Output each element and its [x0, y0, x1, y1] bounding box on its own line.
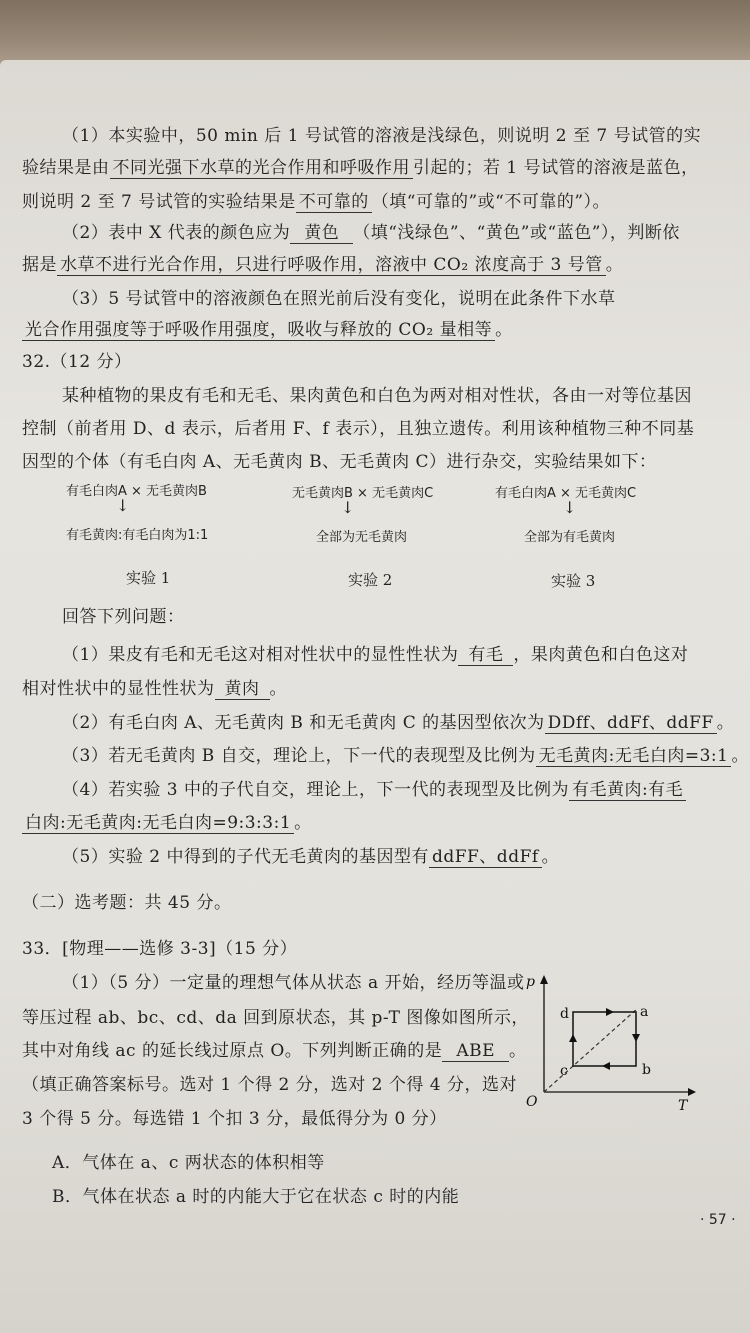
- option-a: A．气体在 a、c 两状态的体积相等: [52, 1153, 325, 1173]
- arrow-bc-icon: [602, 1062, 610, 1070]
- answer-blank: 白肉:无毛黄肉:无毛白肉=9:3:3:1: [22, 813, 294, 834]
- diagonal-line: [544, 1008, 638, 1092]
- text-line: 则说明 2 至 7 号试管的实验结果是 不可靠的 （填“可靠的”或“不可靠的”）。: [22, 192, 611, 212]
- answer-blank: ABE: [442, 1041, 509, 1062]
- text-line: （5）实验 2 中得到的子代无毛黄肉的基因型有 ddFF、ddFf 。: [62, 847, 560, 867]
- down-arrow-icon: ↓: [563, 498, 577, 517]
- arrow-cd-icon: [569, 1034, 577, 1042]
- text-line: 因型的个体（有毛白肉 A、无毛黄肉 B、无毛黄肉 C）进行杂交，实验结果如下：: [22, 452, 657, 472]
- answer-blank: 无毛黄肉:无毛白肉=3:1: [536, 746, 732, 767]
- text-line: （1）（5 分）一定量的理想气体从状态 a 开始，经历等温或: [62, 973, 525, 993]
- section-heading: （二）选考题：共 45 分。: [22, 893, 232, 913]
- t-axis-arrow-icon: [688, 1088, 696, 1096]
- point-d-label: d: [560, 1006, 569, 1022]
- answer-blank: 黄色: [290, 223, 353, 244]
- point-a-label: a: [640, 1004, 649, 1020]
- arrow-da-icon: [606, 1008, 614, 1016]
- text-line: 控制（前者用 D、d 表示，后者用 F、f 表示），且独立遗传。利用该种植物三种不同基: [22, 419, 695, 439]
- experiment-result: 全部为有毛黄肉: [524, 530, 616, 545]
- text-line: （3）若无毛黄肉 B 自交，理论上，下一代的表现型及比例为 无毛黄肉:无毛白肉=3:1 。: [62, 746, 749, 766]
- question-number: 33．[物理——选修 3-3]（15 分）: [22, 939, 298, 959]
- text-line: （2）有毛白肉 A、无毛黄肉 B 和无毛黄肉 C 的基因型依次为 DDff、ddFf、ddFF 。: [62, 713, 735, 733]
- experiment-label: 实验 3: [551, 572, 596, 590]
- text-line: （4）若实验 3 中的子代自交，理论上，下一代的表现型及比例为 有毛黄肉:有毛: [62, 775, 686, 800]
- experiment-label: 实验 2: [348, 571, 393, 589]
- option-b: B．气体在状态 a 时的内能大于它在状态 c 时的内能: [52, 1187, 460, 1207]
- answer-blank: ddFF、ddFf: [429, 847, 542, 868]
- p-axis-label: p: [526, 974, 535, 990]
- text-line: 相对性状中的显性性状为 黄肉 。: [22, 679, 287, 699]
- p-axis-arrow-icon: [540, 975, 548, 984]
- text-line: 白肉:无毛黄肉:无毛白肉=9:3:3:1 。: [22, 808, 312, 833]
- point-c-label: c: [560, 1063, 568, 1079]
- experiment-result: 有毛黄肉:有毛白肉为1:1: [66, 528, 209, 543]
- experiment-cross: 有毛白肉A × 无毛黄肉C: [495, 486, 637, 501]
- answer-blank: 不可靠的: [296, 192, 372, 213]
- experiment-cross: 无毛黄肉B × 无毛黄肉C: [292, 486, 434, 501]
- text-line: 光合作用强度等于呼吸作用强度，吸收与释放的 CO₂ 量相等 。: [22, 315, 513, 340]
- experiment-cross: 有毛白肉A × 无毛黄肉B: [66, 484, 207, 499]
- answer-blank: 黄肉: [215, 679, 270, 700]
- arrow-ab-icon: [632, 1034, 640, 1042]
- text-line: （3）5 号试管中的溶液颜色在照光前后没有变化，说明在此条件下水草: [62, 289, 616, 309]
- down-arrow-icon: ↓: [116, 496, 130, 515]
- experiment-result: 全部为无毛黄肉: [316, 530, 408, 545]
- text-line: （填正确答案标号。选对 1 个得 2 分，选对 2 个得 4 分，选对: [22, 1075, 517, 1095]
- text-line: （1）果皮有毛和无毛这对相对性状中的显性性状为 有毛 ，果肉黄色和白色这对: [62, 645, 689, 665]
- text-line: 3 个得 5 分。每选错 1 个扣 3 分，最低得分为 0 分）: [22, 1109, 447, 1129]
- text-line: （2）表中 X 代表的颜色应为 黄色 （填“浅绿色”、“黄色”或“蓝色”），判断依: [62, 223, 680, 243]
- text-line: 等压过程 ab、bc、cd、da 回到原状态，其 p-T 图像如图所示，: [22, 1008, 529, 1028]
- p-t-graph: [518, 972, 698, 1112]
- page-number: · 57 ·: [700, 1212, 736, 1228]
- answer-blank: 水草不进行光合作用，只进行呼吸作用，溶液中 CO₂ 浓度高于 3 号管: [57, 255, 606, 276]
- text-line: 其中对角线 ac 的延长线过原点 O。下列判断正确的是 ABE 。: [22, 1041, 527, 1061]
- text-line: 回答下列问题：: [62, 607, 185, 627]
- point-b-label: b: [642, 1062, 651, 1078]
- experiment-label: 实验 1: [126, 569, 171, 587]
- origin-label: O: [526, 1094, 538, 1110]
- text-line: （1）本实验中，50 min 后 1 号试管的溶液是浅绿色，则说明 2 至 7 号试管的实: [62, 126, 702, 146]
- answer-blank: 不同光强下水草的光合作用和呼吸作用: [110, 158, 414, 179]
- down-arrow-icon: ↓: [341, 498, 355, 517]
- text-line: 验结果是由 不同光强下水草的光合作用和呼吸作用 引起的；若 1 号试管的溶液是蓝色，: [22, 158, 699, 178]
- answer-blank: 光合作用强度等于呼吸作用强度，吸收与释放的 CO₂ 量相等: [22, 320, 495, 341]
- answer-blank: 有毛: [458, 645, 513, 666]
- answer-blank: 有毛黄肉:有毛: [569, 780, 686, 801]
- text-line: 据是 水草不进行光合作用，只进行呼吸作用，溶液中 CO₂ 浓度高于 3 号管 。: [22, 255, 624, 275]
- question-number: 32.（12 分）: [22, 352, 132, 372]
- text-line: 某种植物的果皮有毛和无毛、果肉黄色和白色为两对相对性状，各由一对等位基因: [62, 386, 692, 406]
- t-axis-label: T: [678, 1098, 688, 1112]
- answer-blank: DDff、ddFf、ddFF: [545, 713, 717, 734]
